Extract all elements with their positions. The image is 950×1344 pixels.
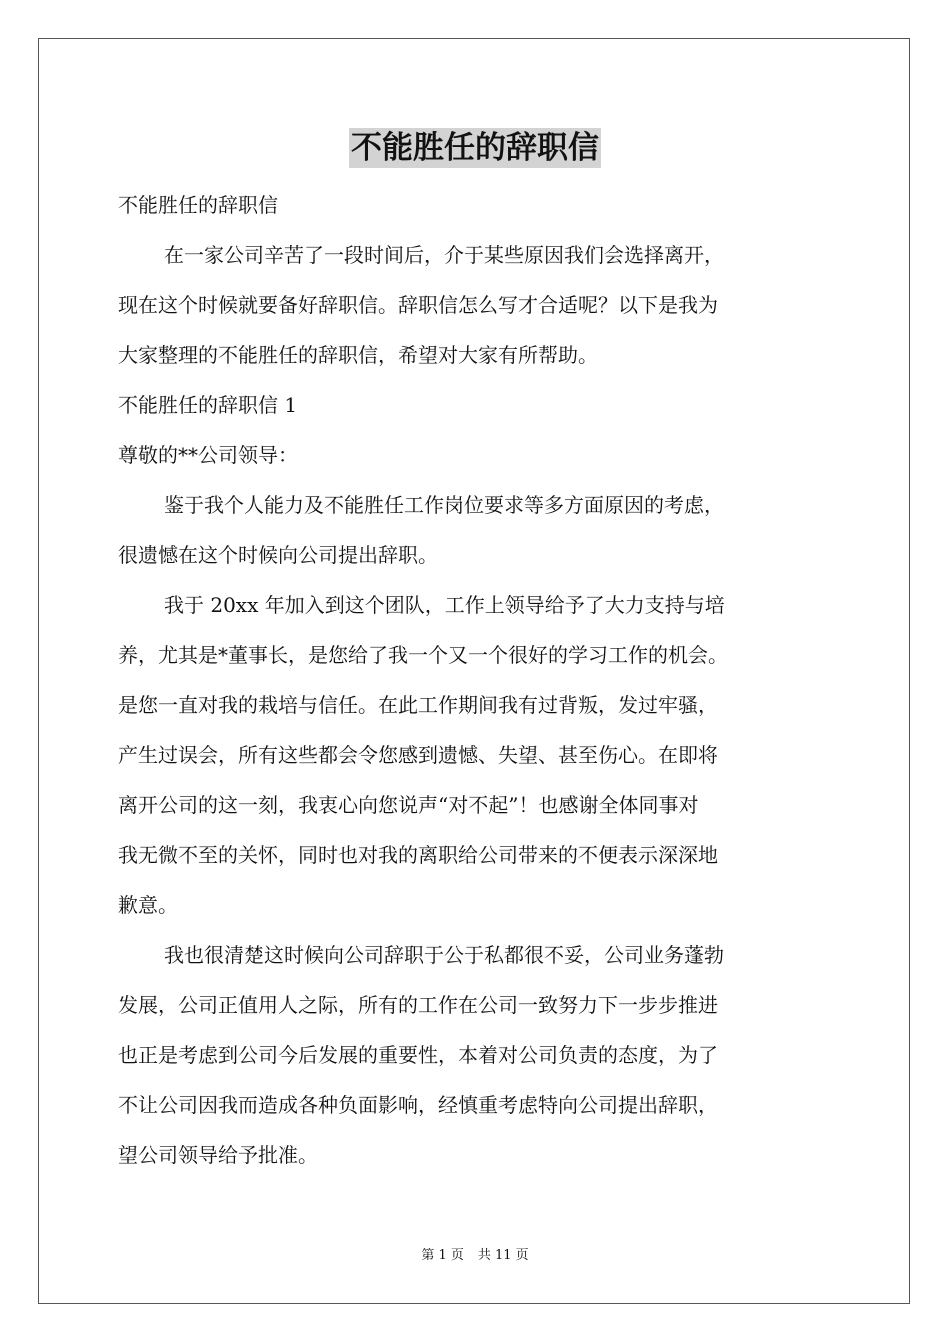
- paragraph-line: 我无微不至的关怀，同时也对我的离职给公司带来的不便表示深深地: [118, 843, 718, 867]
- page-number: 第 1 页: [421, 1248, 464, 1263]
- paragraph-line: 也正是考虑到公司今后发展的重要性，本着对公司负责的态度，为了: [118, 1043, 718, 1067]
- paragraph-line: 发展，公司正值用人之际，所有的工作在公司一致努力下一步步推进: [118, 993, 718, 1017]
- paragraph-line: 产生过误会，所有这些都会令您感到遗憾、失望、甚至伤心。在即将: [118, 743, 718, 767]
- salutation: 尊敬的**公司领导：: [118, 443, 298, 467]
- paragraph-line: 不让公司因我而造成各种负面影响，经慎重考虑特向公司提出辞职，: [118, 1093, 718, 1117]
- page-footer: [0, 1246, 950, 1266]
- paragraph-line: 在一家公司辛苦了一段时间后，介于某些原因我们会选择离开，: [164, 243, 724, 267]
- title-container: [0, 128, 950, 168]
- paragraph-line: 是您一直对我的栽培与信任。在此工作期间我有过背叛，发过牢骚，: [118, 693, 718, 717]
- paragraph-line: 我也很清楚这时候向公司辞职于公于私都很不妥，公司业务蓬勃: [164, 943, 724, 967]
- section-heading: 不能胜任的辞职信 1: [118, 393, 298, 417]
- document-body: [118, 180, 840, 1180]
- paragraph-line: 我于 20xx 年加入到这个团队，工作上领导给予了大力支持与培: [164, 593, 725, 617]
- paragraph-line: 离开公司的这一刻，我衷心向您说声“对不起”！也感谢全体同事对: [118, 793, 699, 817]
- document-title: 不能胜任的辞职信: [351, 130, 599, 166]
- paragraph-line: 大家整理的不能胜任的辞职信，希望对大家有所帮助。: [118, 343, 598, 367]
- paragraph-line: 鉴于我个人能力及不能胜任工作岗位要求等多方面原因的考虑，: [164, 493, 724, 517]
- paragraph-line: 现在这个时候就要备好辞职信。辞职信怎么写才合适呢？以下是我为: [118, 293, 718, 317]
- paragraph-line: 歉意。: [118, 893, 178, 917]
- paragraph-line: 很遗憾在这个时候向公司提出辞职。: [118, 543, 438, 567]
- paragraph-line: 望公司领导给予批准。: [118, 1143, 318, 1167]
- paragraph-line: 养，尤其是*董事长，是您给了我一个又一个很好的学习工作的机会。: [118, 643, 728, 667]
- page-total: 共 11 页: [477, 1248, 529, 1263]
- subtitle-line: 不能胜任的辞职信: [118, 193, 278, 217]
